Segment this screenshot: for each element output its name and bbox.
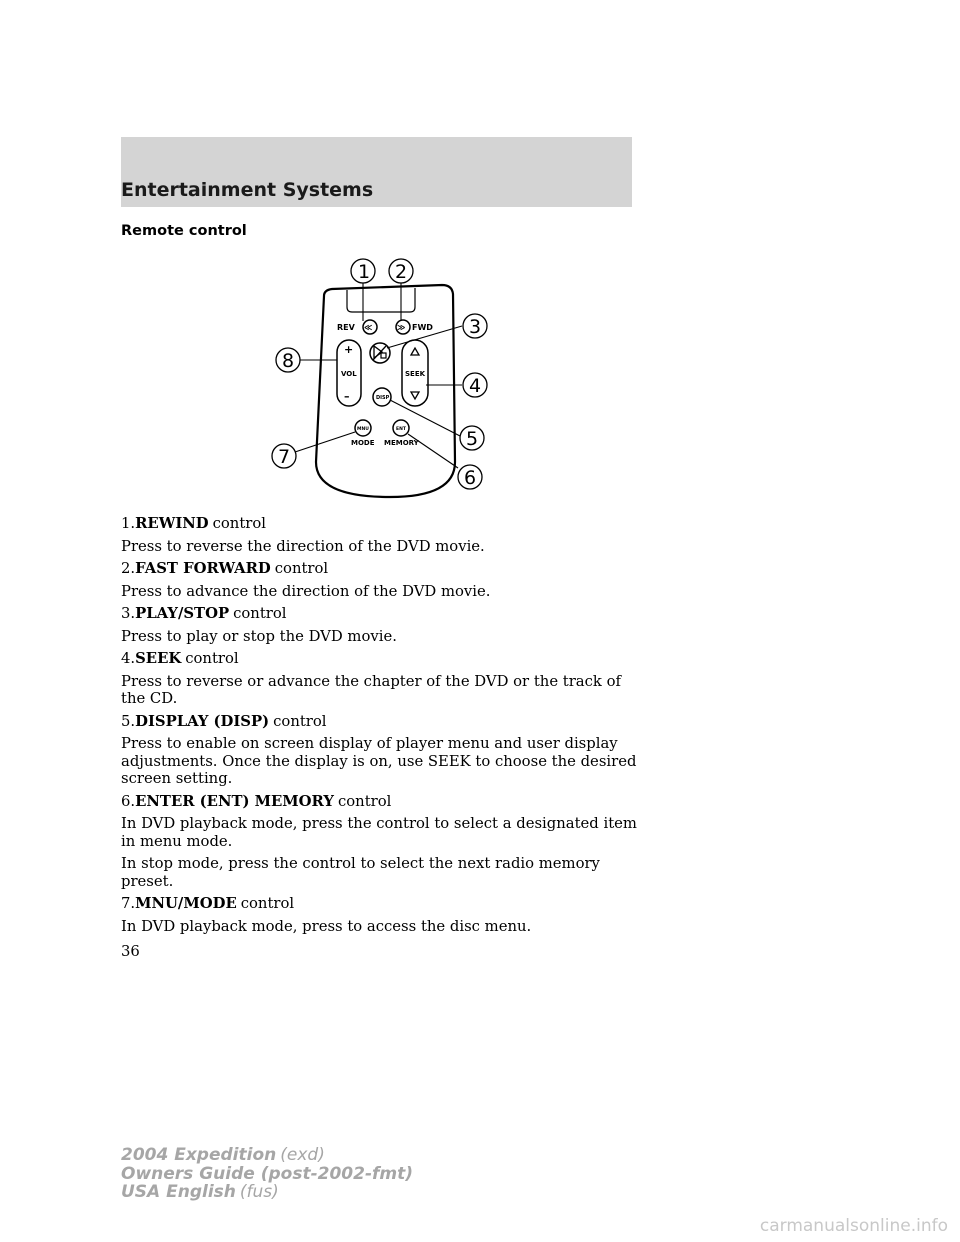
footer-model: 2004 Expedition: [121, 1145, 277, 1165]
page-number: 36: [121, 943, 140, 960]
callout-6-label: 6: [464, 467, 477, 489]
callout-5-label: 5: [466, 428, 479, 450]
callout-1-label: 1: [358, 261, 371, 283]
item-number: 4.: [121, 650, 136, 667]
control-descriptions: [121, 515, 641, 940]
item-suffix: control: [337, 792, 392, 810]
callout-7-label: 7: [278, 446, 291, 468]
rev-label: REV: [337, 323, 355, 332]
item-name: PLAY/STOP: [135, 605, 230, 622]
item-suffix: control: [240, 895, 295, 912]
section-header-band: [121, 137, 632, 207]
item-description: Press to reverse the direction of the DVD movie.: [121, 537, 485, 555]
item-name: DISPLAY (DISP): [135, 712, 270, 730]
vol-label: VOL: [341, 370, 357, 378]
control-item-mnu-mode: [121, 895, 641, 935]
remote-control-heading: Remote control: [121, 223, 247, 239]
item-description: Press to advance the direction of the DVD movie.: [121, 582, 491, 600]
watermark: carmanualsonline.info: [759, 1216, 948, 1236]
item-suffix: control: [185, 650, 239, 667]
remote-control-diagram: [262, 252, 512, 502]
item-number: 5.: [121, 712, 136, 730]
ent-label: ENT: [396, 427, 406, 432]
footer-model-code: (exd): [280, 1145, 325, 1165]
control-item-seek: [121, 650, 641, 708]
item-suffix: control: [273, 712, 327, 730]
callout-3-label: 3: [469, 316, 482, 338]
callout-4-label: 4: [469, 375, 482, 397]
rewind-icon: ≪: [364, 323, 373, 332]
disp-label: DISP: [376, 395, 390, 401]
item-description: Press to enable on screen display of player menu and user display adjustments. Once the display is on, use SEEK to choose the desired screen setting.: [121, 735, 637, 787]
vol-plus-label: +: [344, 343, 354, 356]
item-suffix: control: [212, 515, 266, 532]
callout-2-label: 2: [395, 261, 408, 283]
item-description: Press to reverse or advance the chapter of the DVD or the track of the CD.: [121, 672, 621, 707]
section-title: Entertainment Systems: [121, 179, 374, 201]
control-item-rewind: [121, 515, 641, 555]
item-description: In stop mode, press the control to select the next radio memory preset.: [121, 855, 600, 890]
callout-8-label: 8: [282, 350, 295, 372]
control-item-fast-forward: [121, 560, 641, 600]
document-footer: [121, 1146, 413, 1202]
item-number: 7.: [121, 895, 136, 912]
item-suffix: control: [233, 605, 287, 622]
footer-language-code: (fus): [239, 1182, 279, 1202]
control-item-play-stop: [121, 605, 641, 645]
item-suffix: control: [274, 560, 329, 577]
item-name: ENTER (ENT) MEMORY: [135, 792, 334, 810]
control-item-display: [121, 713, 641, 788]
item-number: 6.: [121, 792, 136, 810]
control-item-enter-memory: [121, 793, 641, 891]
footer-language: USA English: [121, 1182, 236, 1202]
fast-forward-icon: ≫: [397, 323, 406, 332]
seek-label: SEEK: [405, 370, 426, 378]
item-name: SEEK: [135, 650, 182, 667]
fwd-label: FWD: [412, 323, 433, 332]
item-description: In DVD playback mode, press the control to select a designated item in menu mode.: [121, 815, 637, 850]
memory-label: MEMORY: [384, 439, 419, 447]
item-name: FAST FORWARD: [135, 560, 271, 577]
item-number: 3.: [121, 605, 136, 622]
mode-label: MODE: [351, 439, 375, 447]
item-name: REWIND: [135, 515, 209, 532]
item-number: 1.: [121, 515, 136, 532]
item-number: 2.: [121, 560, 136, 577]
footer-guide: Owners Guide (post-2002-fmt): [121, 1163, 414, 1184]
vol-minus-label: –: [344, 390, 350, 403]
item-name: MNU/MODE: [135, 895, 237, 912]
item-description: Press to play or stop the DVD movie.: [121, 627, 397, 645]
mnu-label: MNU: [357, 427, 369, 432]
item-description: In DVD playback mode, press to access the disc menu.: [121, 917, 532, 935]
